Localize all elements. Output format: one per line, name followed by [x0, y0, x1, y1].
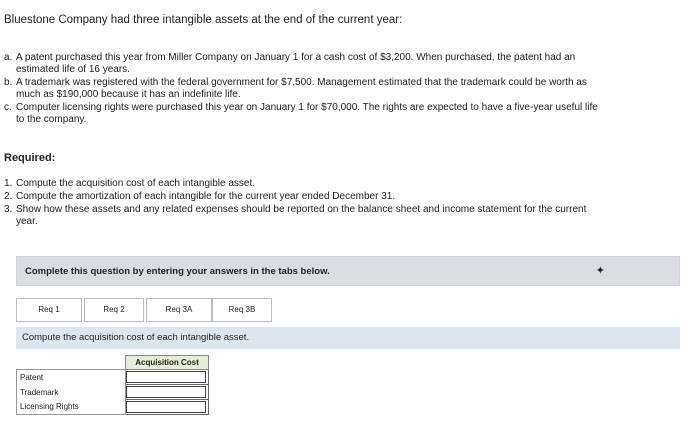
- question-bar: [16, 256, 680, 286]
- item-line-2: much as $190,000 because it has an indefinite life.: [16, 89, 241, 100]
- required-title: Required:: [4, 152, 56, 164]
- row-label-trademark: Trademark: [17, 385, 126, 400]
- item-marker: 1.: [4, 178, 13, 189]
- patent-cost-input[interactable]: [126, 371, 206, 383]
- question-bar-label: Complete this question by entering your answers in the tabs below.: [25, 266, 330, 277]
- pin-star-icon[interactable]: ✦: [595, 265, 605, 277]
- tab-instruction: Compute the acquisition cost of each intangible asset.: [16, 327, 680, 349]
- acquisition-cost-header: Acquisition Cost: [126, 356, 209, 370]
- item-marker: c.: [4, 102, 12, 113]
- patent-cell: [126, 370, 209, 385]
- item-line-2: year.: [16, 216, 38, 227]
- item-line-2: estimated life of 16 years.: [16, 64, 130, 75]
- item-line-2: to the company.: [16, 114, 87, 125]
- table-row: [17, 370, 209, 385]
- item-marker: a.: [4, 52, 13, 63]
- table-row: [17, 385, 209, 400]
- table-row: [17, 400, 209, 415]
- item-line-1: Compute the acquisition cost of each intangible asset.: [16, 178, 256, 189]
- problem-intro: Bluestone Company had three intangible assets at the end of the current year:: [4, 14, 403, 26]
- item-marker: 3.: [4, 204, 13, 215]
- item-line-1: Show how these assets and any related expenses should be reported on the balance sheet and income statement for the current: [16, 204, 587, 215]
- table-corner: [17, 356, 126, 370]
- row-label-patent: Patent: [17, 370, 126, 385]
- item-line-1: Compute the amortization of each intangible for the current year ended December 31.: [16, 191, 396, 202]
- tab-req-3b[interactable]: Req 3B: [212, 298, 272, 322]
- licensing-rights-cell: [126, 400, 209, 415]
- item-line-1: Computer licensing rights were purchased this year on January 1 for $70,000. The rights are expected to have a five-year useful life: [16, 102, 598, 113]
- trademark-cost-input[interactable]: [126, 386, 206, 398]
- tab-req-3a[interactable]: Req 3A: [146, 298, 212, 322]
- item-marker: b.: [4, 77, 13, 88]
- item-line-1: A trademark was registered with the federal government for $7,500. Management estimated that the trademark could be worth as: [16, 77, 587, 88]
- trademark-cell: [126, 385, 209, 400]
- licensing-rights-cost-input[interactable]: [126, 401, 206, 413]
- row-label-licensing-rights: Licensing Rights: [17, 400, 126, 415]
- acquisition-cost-table: [16, 355, 209, 415]
- item-marker: 2.: [4, 191, 13, 202]
- tab-req-1[interactable]: Req 1: [16, 298, 82, 322]
- item-line-1: A patent purchased this year from Miller Company on January 1 for a cash cost of $3,200. When purchased, the patent had an: [16, 52, 576, 63]
- table-header-row: [17, 356, 209, 370]
- tab-req-2[interactable]: Req 2: [84, 298, 144, 322]
